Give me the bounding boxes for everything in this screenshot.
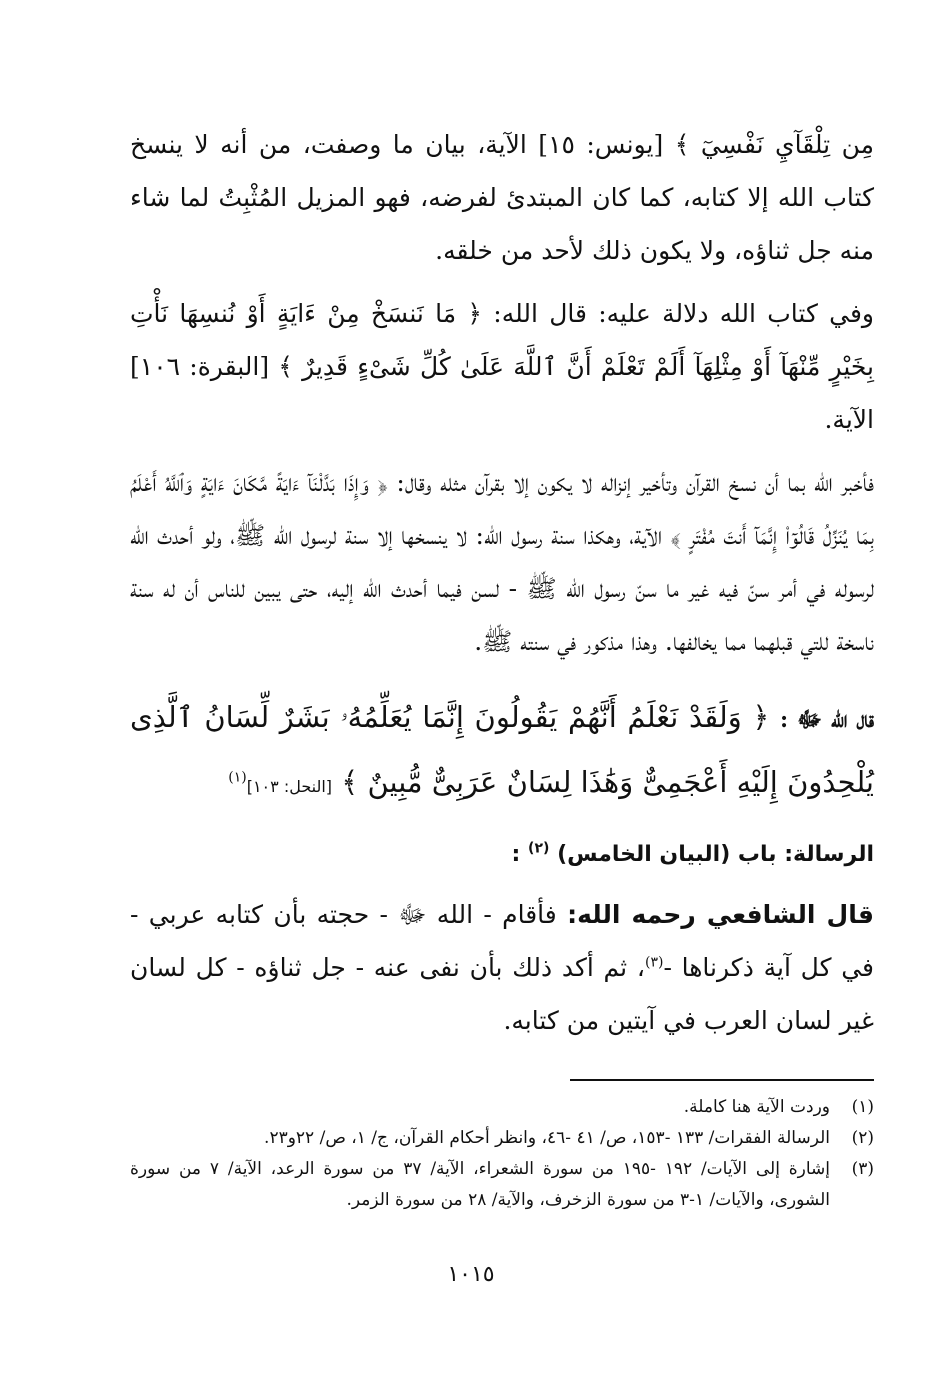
footnote-number: (١) (851, 1097, 874, 1117)
footnote-2 (130, 1123, 874, 1154)
verse-lead: قال الله ﷻ : (779, 707, 875, 733)
paragraph-2: وفي كتاب الله دلالة عليه: قال الله: ﴿ مَا نَنسَخْ مِنْ ءَايَةٍ أَوْ نُنسِهَا نَأْتِ بِخَيْرٍ مِّنْهَآ أَوْ مِثْلِهَآ أَلَمْ تَعْلَمْ أَنَّ ٱللَّهَ عَلَىٰ كُلِّ شَىْءٍ قَدِيرٌ ﴾ [البقرة: ١٠٦] الآية. (130, 299, 874, 434)
heading-colon: : (511, 842, 521, 867)
footnote-1 (130, 1092, 874, 1123)
main-text (130, 118, 874, 1072)
footnote-number: (٣) (851, 1159, 874, 1179)
footnote-number: (٢) (851, 1128, 874, 1148)
paragraph-1: مِن تِلْقَآيِ نَفْسِيٓ ﴾ [يونس: ١٥] الآية، بيان ما وصفت، من أنه لا ينسخ كتاب الله إلا كتابه، كما كان المبتدئ لفرضه، فهو المزيل المُثْبِتُ لما شاء منه جل ثناؤه، ولا يكون ذلك لأحد من خلقه. (130, 130, 874, 265)
verse-text: ﴿ وَلَقَدْ نَعْلَمُ أَنَّهُمْ يَقُولُونَ إِنَّمَا يُعَلِّمُهُۥ بَشَرٌ لِّسَانُ ٱلَّذِى يُلْحِدُونَ إِلَيْهِ أَعْجَمِىٌّ وَهَٰذَا لِسَانٌ عَرَبِىٌّ مُّبِينٌ ﴾ (130, 700, 874, 799)
footnote-text: إشارة إلى الآيات/ ١٩٢ -١٩٥ من سورة الشعراء، الآية/ ٣٧ من سورة الرعد، الآية/ ٧ من سورة الشورى، والآيات/ ١-٣ من سورة الزخرف، والآية/ ٢٨ من سورة الزمر. (130, 1159, 831, 1210)
footnote-text: وردت الآية هنا كاملة. (683, 1097, 830, 1117)
footnote-marker-3: (٣) (644, 954, 664, 971)
verse-reference: [النحل: ١٠٣] (246, 777, 333, 796)
paragraph-4-part-a: فأقام - الله ﷻ - حجته بأن كتابه عربي - في كل آية ذكرناها - (130, 900, 875, 982)
paragraph-4-part-b: ، ثم أكد ذلك بأن نفى عنه - جل ثناؤه - كل لسان غير لسان العرب في آيتين من كتابه. (130, 953, 874, 1035)
paragraph-4-lead: قال الشافعي رحمه الله: (567, 900, 874, 929)
paragraph-3: فأخبر الله بما أن نسخ القرآن وتأخير إنزاله لا يكون إلا بقرآن مثله وقال: ﴿ وَإِذَا بَدَّلْنَآ ءَايَةً مَّكَانَ ءَايَةٍ وَٱللَّهُ أَعْلَمُ بِمَا يُنَزِّلُ قَالُوٓا۟ إِنَّمَآ أَنتَ مُفْتَرٍ ﴾ الآية، وهكذا سنة رسول الله: لا ينسخها إلا سنة لرسول الله ﷺ، ولو أحدث الله لرسوله في أمر سنّ فيه غير ما سنّ رسول الله ﷺ - لسن فيما أحدث الله إليه، حتى يبين للناس أن له سنة ناسخة للتي قبلهما مما يخالفها. وهذا مذكور في سنته ﷺ. (130, 468, 874, 656)
section-heading (130, 834, 874, 876)
footnote-text: الرسالة الفقرات/ ١٣٣ -١٥٣، ص/ ٤١ -٤٦، وانظر أحكام القرآن، ج/ ١، ص/ ٢٢و٢٣. (264, 1128, 830, 1148)
footnotes (130, 1092, 874, 1216)
footnote-marker-2: (٢) (528, 840, 550, 857)
quran-verse-block (130, 686, 874, 818)
footnote-marker-1: (١) (228, 769, 247, 786)
heading-text: الرسالة: باب (البيان الخامس) (557, 842, 874, 867)
page-number: ١٠١٥ (447, 1262, 495, 1287)
footnote-divider (570, 1079, 874, 1081)
paragraph-4 (130, 888, 874, 1047)
footnote-3 (130, 1154, 874, 1216)
